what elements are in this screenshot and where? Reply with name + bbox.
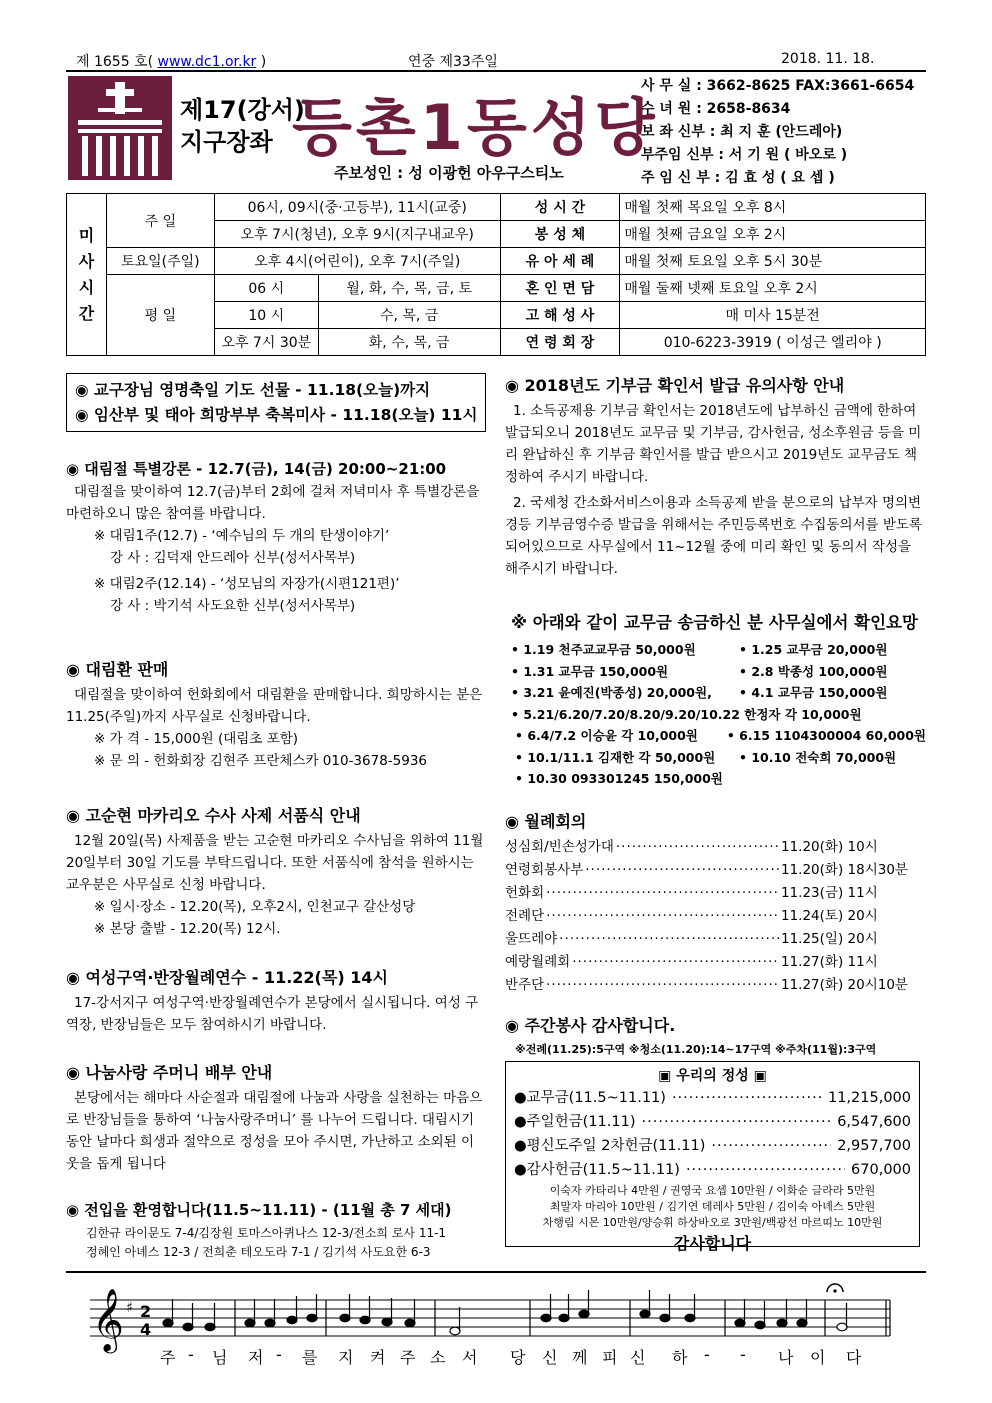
sunday-label: 주 일 — [106, 194, 214, 248]
offering-row — [514, 1086, 911, 1110]
transfer-entry: • 1.25 교무금 20,000원 — [739, 642, 888, 657]
note-head — [541, 1314, 551, 1322]
meeting-name: 헌화회 — [505, 885, 545, 901]
note-head — [777, 1319, 787, 1327]
service-roster: ※전례(11.25):5구역 ※청소(11.20):14~17구역 ※주차(11월):3구역 — [515, 1043, 877, 1056]
ordination-section: ◉ 고순현 마카리오 수사 사제 서품식 안내 12월 20일(목) 사제품을 받는 고순현 마카리오 수사님을 위하여 11월 20일부터 30일 기도를 부탁드립니다. 또한 서품식에 참석을 원하시는 교우분은 사무실로 신청 바랍니다. ※ 일시·장소 - 12.20(목), 오후2시, 인천교구 갈산성당 ※ 본당 출발 - 12.20(목) 12시. — [66, 803, 486, 940]
note-head — [660, 1314, 670, 1322]
transfer-entry: • 6.15 1104300004 60,000원 — [726, 728, 926, 743]
lyric-syllable: - — [276, 1345, 282, 1364]
meeting-time: 11.27(화) 11시 — [781, 954, 878, 970]
lyric-syllable: 소 — [430, 1348, 446, 1367]
weekday-time: 06 시 — [214, 275, 318, 302]
meeting-name: 전례단 — [505, 908, 545, 924]
event-time: 010-6223-3919 ( 이성근 엘리야 ) — [620, 329, 926, 356]
lyric-syllable: 주 — [160, 1348, 176, 1367]
offering-amount: 670,000 — [851, 1162, 911, 1178]
section-title: ◉ 대림환 판매 — [66, 660, 169, 679]
dot-leader — [572, 951, 779, 974]
women-training-section — [66, 965, 486, 1036]
note-head — [559, 1314, 569, 1322]
transfer-row — [511, 725, 926, 747]
offering-name: ●감사헌금(11.5~11.11) — [514, 1162, 680, 1178]
meeting-time: 11.20(화) 18시30분 — [781, 862, 908, 878]
lyric-syllable: 께 — [572, 1348, 588, 1367]
section-title: ◉ 고순현 마카리오 수사 사제 서품식 안내 — [66, 806, 361, 825]
meeting-list — [505, 836, 917, 997]
lyric-syllable: 신 — [630, 1348, 646, 1367]
note-head — [183, 1323, 193, 1331]
song-lyrics — [90, 1345, 900, 1369]
section-title: ◉ 전입을 환영합니다(11.5~11.11) - (11월 총 7 세대) — [66, 1201, 452, 1219]
time-signature-top: 2 — [140, 1302, 152, 1321]
section-body: 12월 20일(목) 사제품을 받는 고순현 마카리오 수사님을 위하여 11월 20일부터 30일 기도를 부탁드립니다. 또한 서품식에 참석을 원하시는 교우분은 사무실로 신청 바랍니다. — [66, 833, 484, 893]
note-head — [245, 1319, 255, 1327]
note-head — [360, 1316, 370, 1324]
weekday-time: 오후 7시 30분 — [214, 329, 318, 356]
meeting-row — [505, 905, 917, 928]
dot-leader — [686, 1158, 845, 1182]
note-head — [163, 1319, 173, 1327]
transfer-entry: • 5.21/6.20/7.20/8.20/9.20/10.22 한정자 각 10,000원 — [511, 706, 862, 722]
section-title: ◉ 여성구역·반장월례연수 - 11.22(목) 14시 — [66, 968, 388, 987]
meetings-section — [505, 809, 917, 997]
bulletin-date: 2018. 11. 18. — [781, 51, 875, 67]
dot-leader — [546, 882, 779, 905]
time-signature-bottom: 4 — [140, 1320, 152, 1339]
meeting-time: 11.27(화) 20시10분 — [781, 977, 908, 993]
event-time: 매월 첫째 목요일 오후 8시 — [620, 194, 926, 221]
section-title: ◉ 2018년도 기부금 확인서 발급 유의사항 안내 — [505, 376, 845, 395]
header-rule — [66, 70, 926, 72]
transfer-entry: • 3.21 윤예진(박종성) 20,000원, — [511, 685, 712, 700]
lyric-syllable: 님 — [212, 1348, 228, 1367]
transfer-row — [511, 682, 926, 704]
advent-lecture-section: ◉ 대림절 특별강론 - 12.7(금), 14(금) 20:00~21:00 대림절을 맞이하여 12.7(금)부터 2회에 걸쳐 저녁미사 후 특별강론을 마련하오니 많은 참여를 바랍니다. ※ 대림1주(12.7) - ‘예수님의 두 개의 탄생이야기’ 강 사 : 김덕재 안드레아 신부(성서사목부) ※ 대림2주(12.14) - ‘성모님의 자장가(시편121편)’ 강 사 : 박기석 사도요한 신부(성서사목부) — [66, 458, 486, 617]
dot-leader — [711, 1134, 831, 1158]
thanks-text: 감사합니다 — [673, 1234, 752, 1253]
note-head — [755, 1321, 765, 1329]
dot-leader — [585, 859, 779, 882]
section-title: ◉ 대림절 특별강론 - 12.7(금), 14(금) 20:00~21:00 — [66, 460, 447, 478]
saturday-times: 오후 4시(어린이), 오후 7시(주일) — [214, 248, 500, 275]
meeting-time: 11.20(화) 10시 — [781, 839, 878, 855]
section-body: 대림절을 맞이하여 헌화회에서 대림환을 판매합니다. 희망하시는 분은 11.25(주일)까지 사무실로 신청바랍니다. — [66, 687, 483, 725]
meeting-row — [505, 836, 917, 859]
note-head — [265, 1319, 275, 1327]
event-time: 매월 첫째 금요일 오후 2시 — [620, 221, 926, 248]
section-title: ※ 아래와 같이 교무금 송금하신 분 사무실에서 확인요망 — [511, 613, 918, 632]
section-title: ◉ 주간봉사 감사합니다. — [505, 1016, 676, 1035]
offering-box — [505, 1061, 920, 1253]
meeting-row — [505, 928, 917, 951]
wreath-section: ◉ 대림환 판매 대림절을 맞이하여 헌화회에서 대림환을 판매합니다. 희망하시는 분은 11.25(주일)까지 사무실로 신청바랍니다. ※ 가 격 - 15,000원 (대림초 포함) ※ 문 의 - 헌화회장 김현주 프란체스카 010-3678-5936 — [66, 657, 486, 772]
transfer-row — [511, 704, 926, 726]
mass-schedule-table — [66, 193, 926, 356]
lyric-syllable: 신 — [542, 1348, 558, 1367]
section-title: ◉ 나눔사랑 주머니 배부 안내 — [66, 1063, 273, 1082]
treble-clef-icon: 𝄞 — [92, 1288, 124, 1351]
offering-name: ●평신도주일 2차헌금(11.11) — [514, 1138, 706, 1154]
offering-name: ●교무금(11.5~11.11) — [514, 1090, 666, 1106]
event-name: 혼 인 면 담 — [500, 275, 620, 302]
lyric-syllable: - — [740, 1345, 746, 1364]
offering-list — [514, 1086, 911, 1182]
offering-amount: 11,215,000 — [827, 1090, 911, 1106]
offering-amount: 6,547,600 — [837, 1114, 911, 1130]
receipt-section: ◉ 2018년도 기부금 확인서 발급 유의사항 안내 1. 소득공제용 기부금 확인서는 2018년도에 납부하신 금액에 한하여 발급되오니 2018년도 교무금 및 기부금, 감사헌금, 성소후원금 등을 미리 완납하신 후 기부금 확인서를 발급 받으시고 2019년도 교무금도 책정하여 주시기 바랍니다. 2. 국세청 간소화서비스이용과 소득공제 받을 분으로의 납부자 명의변경등 기부금영수증 발급을 위해서는 주민등록번호 수집동의서를 받도록 되어있으므로 사무실에서 11~12월 중에 미리 확인 및 동의서 작성을 해주시기 바랍니다. — [505, 373, 923, 580]
lyric-syllable: - — [188, 1345, 194, 1364]
transfer-entry: • 2.8 박종성 100,000원 — [739, 663, 888, 679]
transfer-row — [511, 747, 926, 769]
note-head — [450, 1327, 460, 1335]
sharp-icon: ♯ — [126, 1300, 133, 1316]
contact-block: 사 무 실 : 3662-8625 FAX:3661-6654 수 녀 원 : 2658-8634 보 좌 신부 : 최 지 훈 (안드레아) 부주임 신부 : 서 기 원 ( 바오로 ) 주 임 신 부 : 김 효 성 ( 요 셉 ) — [641, 78, 915, 186]
meeting-row — [505, 859, 917, 882]
event-name: 봉 성 체 — [500, 221, 620, 248]
lyric-syllable: 하 — [672, 1348, 688, 1367]
event-name: 성 시 간 — [500, 194, 620, 221]
meeting-name: 울뜨레야 — [505, 931, 558, 947]
weekday-days: 수, 목, 금 — [318, 302, 500, 329]
sunday-times-1: 06시, 09시(중·고등부), 11시(교중) — [214, 194, 500, 221]
pouch-section — [66, 1060, 486, 1175]
note-head — [340, 1314, 350, 1322]
dot-leader — [546, 974, 779, 997]
offering-name: ●주일헌금(11.11) — [514, 1114, 636, 1130]
transfer-row — [511, 639, 926, 661]
dot-leader — [546, 905, 779, 928]
liturgical-week: 연중 제33주일 — [408, 54, 498, 70]
meeting-time: 11.25(일) 20시 — [781, 931, 878, 947]
homepage-link[interactable]: www.dc1.or.kr — [157, 54, 257, 70]
transfer-entry: • 1.19 천주교교무금 50,000원 — [511, 642, 696, 657]
event-time: 매월 둘째 넷째 토요일 오후 2시 — [620, 275, 926, 302]
weekday-days: 화, 수, 목, 금 — [318, 329, 500, 356]
offering-amount: 2,957,700 — [837, 1138, 911, 1154]
section-body: 대림절을 맞이하여 12.7(금)부터 2회에 걸쳐 저녁미사 후 특별강론을 마련하오니 많은 참여를 바랍니다. — [66, 484, 480, 522]
note-head — [837, 1323, 847, 1331]
meeting-name: 성심회/빈손성가대 — [505, 839, 614, 855]
transfer-entry: • 10.10 전숙희 70,000원 — [739, 749, 897, 765]
meeting-time: 11.24(토) 20시 — [781, 908, 878, 924]
mass-times-label: 미사시간 — [67, 194, 107, 356]
transfer-entry: • 10.30 093301245 150,000원 — [515, 771, 723, 786]
lyric-syllable: 당 — [510, 1348, 526, 1367]
lyric-syllable: 피 — [602, 1348, 618, 1367]
church-logo — [68, 76, 172, 180]
transfer-list — [511, 639, 926, 790]
district-label: 제17(강서) 지구장좌 — [180, 96, 305, 156]
lyric-syllable: 이 — [810, 1348, 826, 1367]
lyric-syllable: 나 — [778, 1348, 794, 1367]
transfer-section — [511, 609, 926, 790]
section-body: 본당에서는 해마다 사순절과 대림절에 나눔과 사랑을 실천하는 마음으로 반장님들을 통하여 ‘나눔사랑주머니’ 를 나누어 드립니다. 대림시기 동안 날마다 희생과 절약으로 정성을 모아 주시면, 가난하고 소외된 이웃을 돕게 됩니다 — [66, 1090, 483, 1172]
transfer-row — [511, 768, 926, 790]
dot-leader — [672, 1086, 822, 1110]
lyric-syllable: 주 — [400, 1348, 416, 1367]
note-head — [735, 1319, 745, 1327]
meeting-row — [505, 951, 917, 974]
weekday-days: 월, 화, 수, 목, 금, 토 — [318, 275, 500, 302]
lyric-syllable: 켜 — [370, 1348, 386, 1367]
note-head — [205, 1323, 215, 1331]
dot-leader — [559, 928, 779, 951]
transfer-entry: • 6.4/7.2 이승윤 각 10,000원 — [515, 728, 698, 743]
offering-row — [514, 1134, 911, 1158]
note-head — [640, 1310, 650, 1318]
transfer-row — [511, 661, 926, 683]
offering-row — [514, 1110, 911, 1134]
lyric-syllable: 서 — [462, 1348, 478, 1367]
sunday-times-2: 오후 7시(청년), 오후 9시(지구내교우) — [214, 221, 500, 248]
meeting-row — [505, 882, 917, 905]
lyric-syllable: 저 — [248, 1348, 264, 1367]
transfer-entry: • 4.1 교무금 150,000원 — [739, 685, 888, 700]
notice-box: ◉ 교구장님 영명축일 기도 선물 - 11.18(오늘)까지 ◉ 임산부 및 태아 희망부부 축복미사 - 11.18(오늘) 11시 — [66, 373, 486, 432]
note-head — [685, 1314, 695, 1322]
issue-number: 제 1655 호( www.dc1.or.kr ) — [76, 54, 267, 70]
note-head — [797, 1319, 807, 1327]
event-name: 고 해 성 사 — [500, 302, 620, 329]
note-head — [382, 1318, 392, 1326]
meeting-name: 연령회봉사부 — [505, 862, 584, 878]
saturday-label: 토요일(주일) — [106, 248, 214, 275]
dot-leader — [616, 836, 779, 859]
meeting-row — [505, 974, 917, 997]
meeting-time: 11.23(금) 11시 — [781, 885, 878, 901]
transfer-entry: • 1.31 교무금 150,000원 — [511, 663, 669, 679]
lyric-syllable: 다 — [846, 1348, 862, 1367]
note-head — [287, 1316, 297, 1324]
event-name: 연 령 회 장 — [500, 329, 620, 356]
footer-rule — [66, 1271, 926, 1273]
note-head — [405, 1319, 415, 1327]
event-name: 유 아 세 례 — [500, 248, 620, 275]
note-head — [307, 1314, 317, 1322]
lyric-syllable: - — [704, 1345, 710, 1364]
meeting-name: 예랑월례회 — [505, 954, 571, 970]
lyric-syllable: 를 — [302, 1348, 318, 1367]
dot-leader — [642, 1110, 832, 1134]
welcome-section: ◉ 전입을 환영합니다(11.5~11.11) - (11월 총 7 세대) 김한규 라이문도 7-4/김장원 토마스아퀴나스 12-3/전소희 로사 11-1 정혜인 아녜스 12-3 / 전희춘 테오도라 7-1 / 김기석 사도요한 6-3 — [66, 1199, 486, 1262]
transfer-entry: • 10.1/11.1 김재한 각 50,000원 — [515, 749, 716, 765]
lyric-syllable: 지 — [338, 1348, 354, 1367]
section-body: 17-강서지구 여성구역·반장월례연수가 본당에서 실시됩니다. 여성 구역장, 반장님들은 모두 참여하시기 바랍니다. — [66, 995, 479, 1033]
weekday-label: 평 일 — [106, 275, 214, 356]
meeting-name: 반주단 — [505, 977, 545, 993]
church-name: 등촌1동성당 — [292, 91, 659, 164]
weekday-time: 10 시 — [214, 302, 318, 329]
offering-title: ▣ 우리의 정성 ▣ — [658, 1068, 767, 1084]
event-time: 매 미사 15분전 — [620, 302, 926, 329]
patron-saint: 주보성인 : 성 이광헌 아우구스티노 — [334, 164, 564, 182]
donor-list: 이숙자 카타리나 4만원 / 권영국 요셉 10만원 / 이화순 글라라 5만원 최말자 마리아 10만원 / 김기연 데레사 5만원 / 김이숙 아녜스 5만원 차행림 시몬 10만원/양승휘 하상바오로 3만원/백광선 마르띠노 10만원 — [542, 1184, 883, 1229]
service-section — [505, 1013, 923, 1057]
offering-row — [514, 1158, 911, 1182]
note-head — [579, 1310, 589, 1318]
event-time: 매월 첫째 토요일 오후 5시 30분 — [620, 248, 926, 275]
section-title: ◉ 월례회의 — [505, 812, 587, 831]
